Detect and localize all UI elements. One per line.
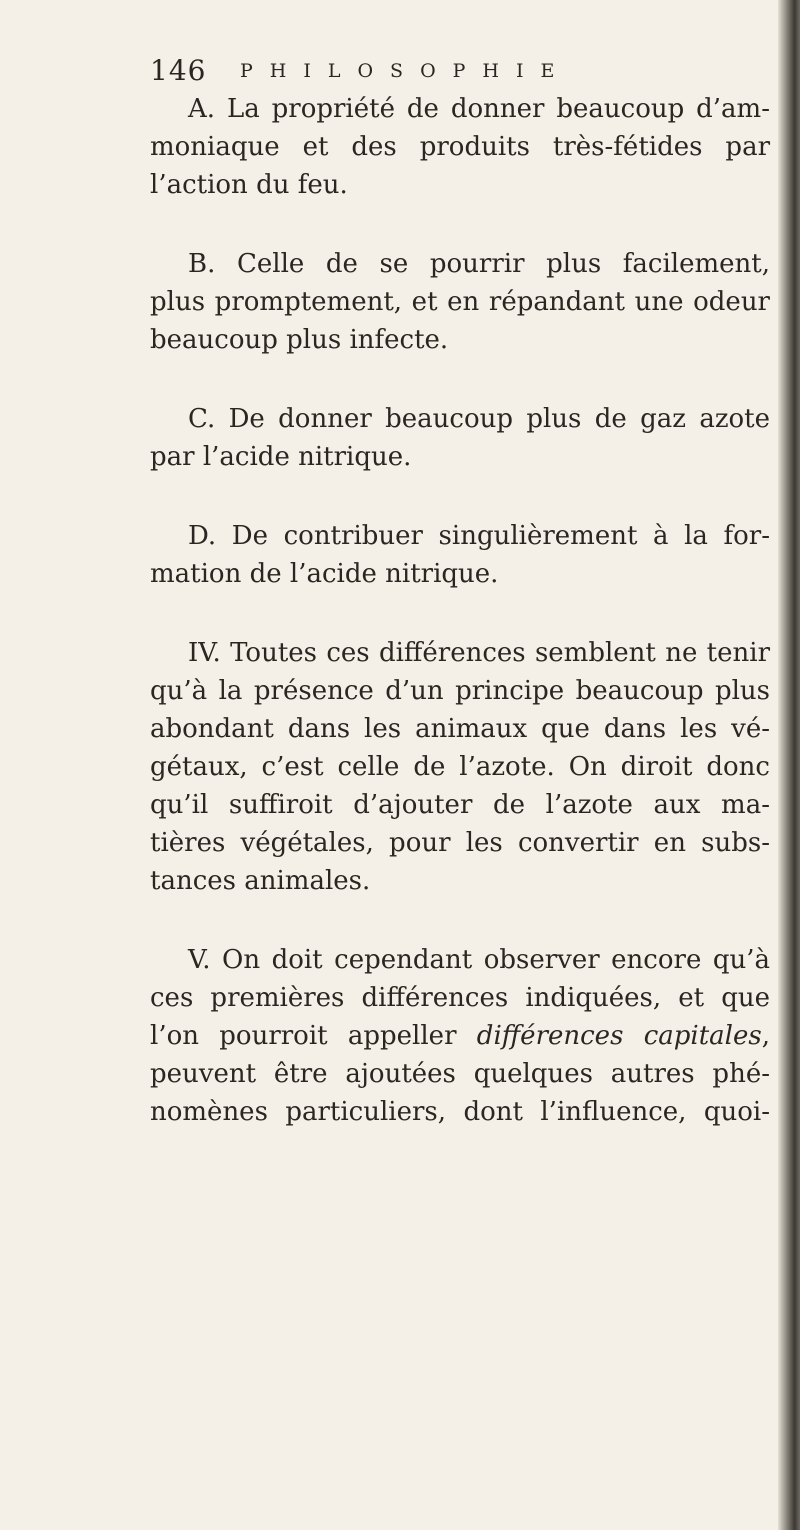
text-line: qu’il suffiroit d’ajouter de l’azote aux ma- (150, 790, 770, 820)
running-title: PHILOSOPHIE (240, 60, 572, 82)
text-line: A. La propriété de donner beaucoup d’am- (188, 94, 770, 124)
emphasized-term: différences capitales (476, 1021, 762, 1051)
text-line: ces premières différences indiquées, et que (150, 983, 770, 1013)
page-binding-edge (778, 0, 800, 1530)
text-line: abondant dans les animaux que dans les vé- (150, 714, 770, 744)
body-text (150, 90, 770, 1172)
page-number: 146 (150, 54, 207, 87)
page-header (150, 54, 750, 94)
paragraph-iv (150, 634, 770, 900)
text-line: V. On doit cependant observer encore qu’à (188, 945, 770, 975)
paragraph-c (150, 400, 770, 476)
paragraph-v (150, 941, 770, 1131)
text-fragment: l’on pourroit appeller (150, 1021, 477, 1051)
text-line: beaucoup plus infecte. (150, 325, 449, 355)
text-line: IV. Toutes ces différences semblent ne tenir (188, 638, 770, 668)
text-fragment: , (761, 1021, 770, 1051)
text-line: B. Celle de se pourrir plus facilement, (188, 249, 770, 279)
text-line: C. De donner beaucoup plus de gaz azote (188, 404, 770, 434)
text-line: l’action du feu. (150, 170, 348, 200)
text-line: peuvent être ajoutées quelques autres phé- (150, 1059, 770, 1089)
paragraph-a (150, 90, 770, 204)
text-line: gétaux, c’est celle de l’azote. On diroit donc (150, 752, 770, 782)
text-line: D. De contribuer singulièrement à la for- (188, 521, 770, 551)
text-line: nomènes particuliers, dont l’influence, quoi- (150, 1097, 770, 1127)
paragraph-b (150, 245, 770, 359)
text-line: plus promptement, et en répandant une odeur (150, 287, 770, 317)
text-line: mation de l’acide nitrique. (150, 559, 499, 589)
text-line: moniaque et des produits très-fétides par (150, 132, 770, 162)
text-line: par l’acide nitrique. (150, 442, 412, 472)
text-line: tances animales. (150, 866, 371, 896)
text-line-with-emphasis (150, 1017, 770, 1055)
text-line: qu’à la présence d’un principe beaucoup plus (150, 676, 770, 706)
text-line: tières végétales, pour les convertir en subs- (150, 828, 770, 858)
paragraph-d (150, 517, 770, 593)
